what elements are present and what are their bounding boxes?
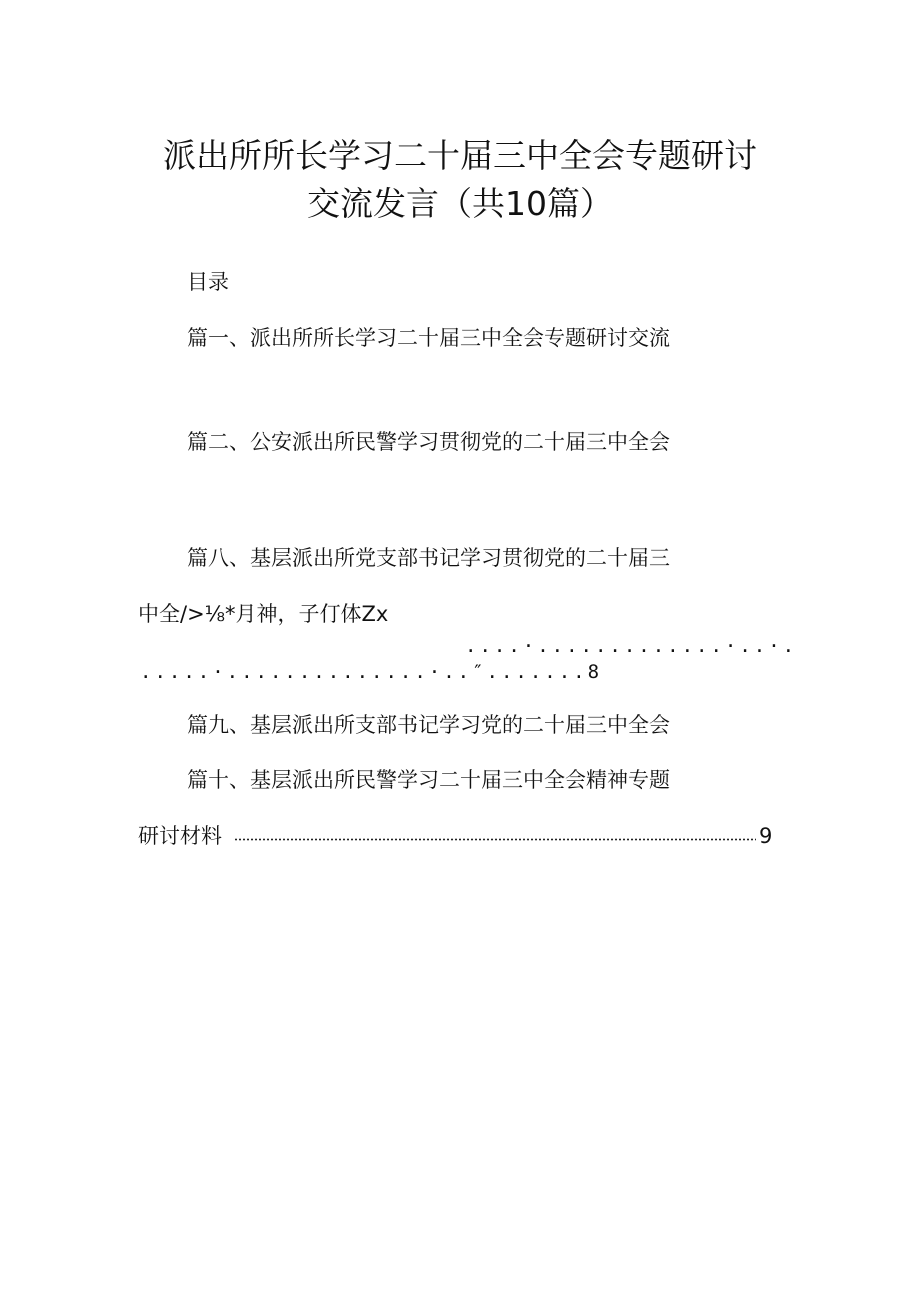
toc-entry-8-garbled-leader-2: .....·..............·..″.......8 xyxy=(140,661,603,683)
toc-entry-10-page-number: 9 xyxy=(759,824,773,848)
toc-entry-2: 篇二、公安派出所民警学习贯彻党的二十届三中全会 xyxy=(187,430,670,454)
toc-entry-9: 篇九、基层派出所支部书记学习党的二十届三中全会 xyxy=(187,713,670,737)
toc-entry-8-line-1: 篇八、基层派出所党支部书记学习贯彻党的二十届三 xyxy=(187,546,670,570)
document-title-line-2: 交流发言（共10篇） xyxy=(307,184,613,223)
toc-heading: 目录 xyxy=(187,270,229,294)
toc-entry-10-line-2: 研讨材料 xyxy=(138,824,222,848)
toc-entry-8-garbled-leader-1: ....·.............·..·. xyxy=(465,635,798,657)
toc-entry-1: 篇一、派出所所长学习二十届三中全会专题研讨交流 xyxy=(187,326,670,350)
toc-entry-10-dot-leader xyxy=(234,838,756,841)
toc-entry-8-line-2: 中全/>⅛*月神，子仃体Zx xyxy=(138,602,389,626)
toc-entry-10-line-1: 篇十、基层派出所民警学习二十届三中全会精神专题 xyxy=(187,768,670,792)
document-title-line-1: 派出所所长学习二十届三中全会专题研讨 xyxy=(163,136,757,175)
